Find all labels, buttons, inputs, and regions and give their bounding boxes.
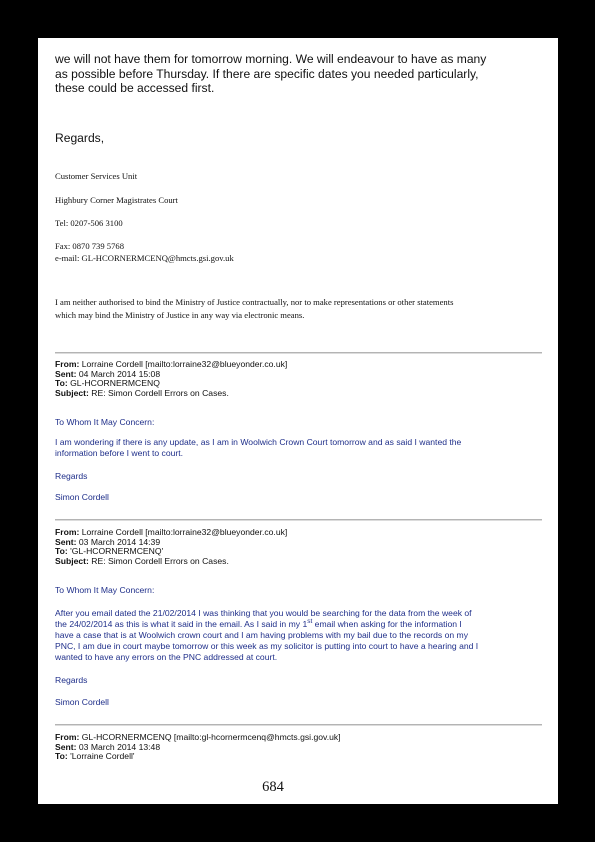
email-header [55, 733, 341, 762]
subject-line: Subject: RE: Simon Cordell Errors on Cases. [55, 387, 229, 398]
sent-line: Sent: 03 March 2014 13:48 [55, 741, 161, 752]
email-greeting: To Whom It May Concern: [55, 417, 155, 427]
intro-line: as possible before Thursday. If there are specific dates you needed particularly, [55, 66, 479, 81]
email-greeting: To Whom It May Concern: [55, 585, 155, 595]
to-line: To: 'GL-HCORNERMCENQ' [55, 546, 164, 557]
email-body: I am wondering if there is any update, as I am in Woolwich Crown Court tomorrow and as said I wanted the information before I went to court. [55, 437, 462, 458]
from-line: From: GL-HCORNERMCENQ [mailto:gl-hcornermcenq@hmcts.gsi.gov.uk] [55, 732, 341, 742]
disclaimer-line: I am neither authorised to bind the Ministry of Justice contractually, nor to make representations or other statements [55, 297, 454, 307]
from-line: From: Lorraine Cordell [mailto:lorraine32@blueyonder.co.uk] [55, 359, 288, 369]
to-line: To: 'Lorraine Cordell' [55, 751, 135, 762]
email-header [55, 360, 287, 398]
page-number: 684 [262, 779, 284, 795]
regards-text: Regards, [55, 131, 105, 145]
signature-fax: Fax: 0870 739 5768 [55, 241, 124, 251]
disclaimer-line: which may bind the Ministry of Justice in any way via electronic means. [55, 310, 305, 320]
sent-line: Sent: 04 March 2014 15:08 [55, 368, 161, 379]
to-line: To: GL-HCORNERMCENQ [55, 378, 160, 389]
sent-line: Sent: 03 March 2014 14:39 [55, 536, 161, 547]
email-body: After you email dated the 21/02/2014 I was thinking that you would be searching for the data from the week of the 24/02/2014 as this is what it said in the email. As I said in my 1st email when asking for the information I have a case that is at Woolwich crown court and I am having problems with my bail due to the records on my PNC, I am due in court maybe tomorrow or this week as my solicitor is putting into court to have a hearing and I wanted to have any errors on the PNC addressed at court. [55, 608, 479, 662]
signature-court: Highbury Corner Magistrates Court [55, 195, 178, 205]
intro-line: we will not have them for tomorrow morning. We will endeavour to have as many [55, 52, 487, 66]
email-closing: Regards [55, 471, 88, 481]
email-closing: Regards [55, 675, 88, 685]
email-separator [55, 352, 542, 354]
intro-line: these could be accessed first. [55, 81, 215, 95]
signature-unit: Customer Services Unit [55, 171, 138, 181]
signature-tel: Tel: 0207-506 3100 [55, 218, 123, 228]
document-page [38, 38, 558, 804]
email-header [55, 528, 287, 566]
email-separator [55, 519, 542, 521]
subject-line: Subject: RE: Simon Cordell Errors on Cases. [55, 555, 229, 566]
signature-email: e-mail: GL-HCORNERMCENQ@hmcts.gsi.gov.uk [55, 253, 234, 263]
email-sender-name: Simon Cordell [55, 492, 109, 502]
disclaimer [55, 296, 550, 322]
intro-paragraph [55, 52, 550, 96]
email-sender-name: Simon Cordell [55, 697, 109, 707]
from-line: From: Lorraine Cordell [mailto:lorraine32@blueyonder.co.uk] [55, 527, 288, 537]
email-separator [55, 724, 542, 726]
